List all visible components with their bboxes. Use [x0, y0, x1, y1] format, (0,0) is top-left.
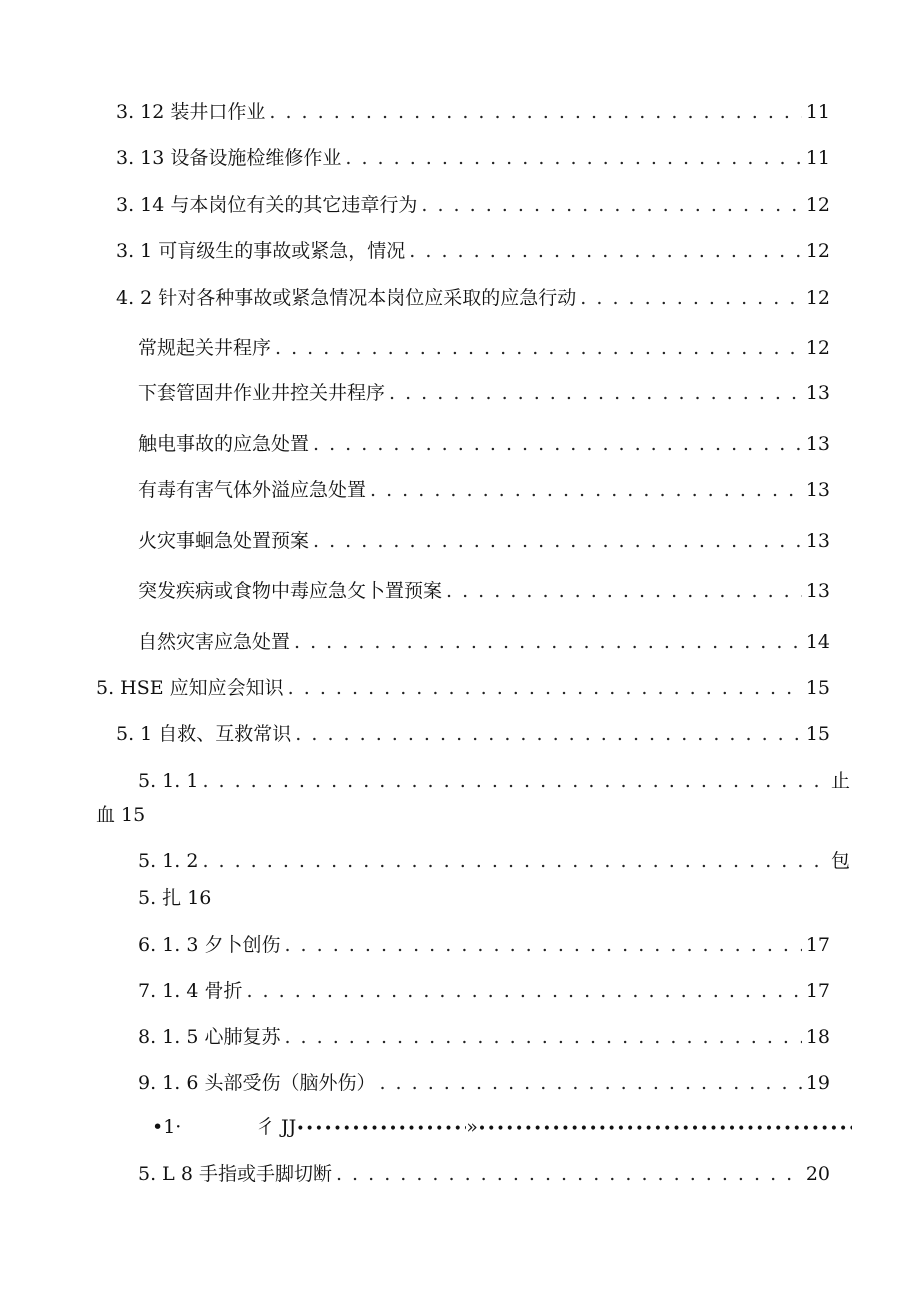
toc-entry-page: 15	[805, 677, 830, 699]
toc-leader-dots	[284, 1024, 801, 1050]
toc-entry[interactable]	[116, 192, 830, 218]
toc-entry-title: 5. HSE 应知应会知识	[96, 677, 284, 699]
toc-entry-title: 5. 1. 2	[138, 850, 199, 872]
toc-entry[interactable]	[96, 675, 830, 701]
toc-entry[interactable]	[116, 721, 830, 747]
toc-entry-title: 5. 1. 1	[138, 770, 199, 792]
toc-entry-title: 自然灾害应急处置	[138, 631, 291, 653]
garbled-separator: »	[466, 1116, 478, 1138]
toc-entry-page: 17	[805, 980, 830, 1002]
toc-entry[interactable]	[138, 1161, 830, 1187]
toc-entry-page: 19	[805, 1072, 830, 1094]
toc-entry[interactable]	[138, 477, 830, 503]
toc-entry[interactable]	[138, 629, 830, 655]
toc-entry[interactable]	[116, 285, 830, 311]
toc-entry-page: 13	[805, 479, 830, 501]
toc-entry-page: 12	[805, 287, 830, 309]
toc-leader-dots	[345, 145, 801, 171]
toc-entry-page: 13	[805, 580, 830, 602]
toc-leader-dots	[379, 1070, 801, 1096]
toc-leader-dots	[294, 629, 802, 655]
toc-entry-title: 3. 1 可肓级生的事故或紧急，情况	[116, 240, 406, 262]
toc-entry-page: 18	[805, 1026, 830, 1048]
toc-entry-title: 下套管固井作业井控关井程序	[138, 382, 386, 404]
toc-leader-dots	[580, 285, 802, 311]
toc-leader-dots	[296, 1116, 466, 1142]
toc-leader-dots	[409, 238, 802, 264]
toc-leader-dots	[288, 675, 802, 701]
toc-entry-garbled	[152, 1114, 852, 1142]
garbled-middle: 彳 JJ	[256, 1116, 297, 1138]
toc-leader-dots	[269, 99, 801, 125]
toc-entry-continuation: 血 15	[96, 804, 146, 826]
toc-entry-page: 11	[805, 101, 830, 123]
toc-entry[interactable]	[138, 431, 830, 457]
toc-entry[interactable]	[138, 768, 850, 794]
toc-leader-dots	[202, 768, 827, 794]
toc-entry[interactable]	[116, 238, 830, 264]
toc-leader-dots	[446, 578, 802, 604]
toc-leader-dots	[313, 431, 802, 457]
toc-entry-title: 3. 13 设备设施检维修作业	[116, 147, 342, 169]
toc-leader-dots	[421, 192, 801, 218]
toc-entry-page: 11	[805, 147, 830, 169]
toc-entry-title: 5. L 8 手指或手脚切断	[138, 1163, 332, 1185]
toc-entry-title: 9. 1. 6 头部受伤（脑外伤）	[138, 1072, 376, 1094]
toc-entry-title: 6. 1. 3 夕卜创伤	[138, 934, 281, 956]
toc-entry-title: 触电事故的应急处置	[138, 433, 310, 455]
garbled-prefix: •1·	[152, 1116, 182, 1138]
toc-entry-title: 5. 1 自救、互救常识	[116, 723, 292, 745]
toc-entry-title: 火灾事蛔急处置预案	[138, 530, 310, 552]
toc-entry-page: 12	[805, 337, 830, 359]
toc-entry[interactable]	[138, 380, 830, 406]
toc-leader-dots	[246, 978, 801, 1004]
toc-leader-dots	[284, 932, 801, 958]
toc-leader-dots	[370, 477, 802, 503]
toc-entry[interactable]	[116, 145, 830, 171]
toc-leader-dots	[202, 848, 827, 874]
toc-entry[interactable]	[116, 99, 830, 125]
toc-entry[interactable]	[138, 932, 830, 958]
toc-leader-dots	[313, 528, 802, 554]
toc-entry-page: 17	[805, 934, 830, 956]
toc-leader-dots	[275, 335, 802, 361]
toc-entry-title: 3. 12 装井口作业	[116, 101, 266, 123]
toc-entry-page: 包	[830, 850, 850, 872]
toc-entry-page: 13	[805, 433, 830, 455]
toc-leader-dots	[389, 380, 802, 406]
toc-leader-dots	[478, 1116, 852, 1142]
toc-entry[interactable]	[138, 335, 830, 361]
toc-entry-continuation: 5. 扎 16	[138, 887, 212, 909]
toc-entry-page: 12	[805, 240, 830, 262]
toc-entry-page: 20	[805, 1163, 830, 1185]
toc-leader-dots	[295, 721, 802, 747]
toc-entry-title: 4. 2 针对各种事故或紧急情况本岗位应采取的应急行动	[116, 287, 577, 309]
toc-entry-page: 13	[805, 530, 830, 552]
toc-entry[interactable]	[138, 1070, 830, 1096]
toc-entry[interactable]	[138, 528, 830, 554]
toc-entry-title: 8. 1. 5 心肺复苏	[138, 1026, 281, 1048]
toc-entry[interactable]	[138, 848, 850, 874]
toc-entry-page: 止	[830, 770, 850, 792]
toc-entry-title: 突发疾病或食物中毒应急攵卜置预案	[138, 580, 443, 602]
toc-entry[interactable]	[138, 1024, 830, 1050]
toc-entry-page: 14	[805, 631, 830, 653]
toc-entry-title: 有毒有害气体外溢应急处置	[138, 479, 367, 501]
toc-entry-title: 常规起关井程序	[138, 337, 272, 359]
toc-entry-page: 12	[805, 194, 830, 216]
toc-leader-dots	[336, 1161, 802, 1187]
toc-entry[interactable]	[138, 978, 830, 1004]
toc-entry-title: 3. 14 与本岗位有关的其它违章行为	[116, 194, 418, 216]
toc-entry[interactable]	[138, 578, 830, 604]
toc-entry-page: 15	[805, 723, 830, 745]
toc-entry-page: 13	[805, 382, 830, 404]
toc-entry-title: 7. 1. 4 骨折	[138, 980, 243, 1002]
